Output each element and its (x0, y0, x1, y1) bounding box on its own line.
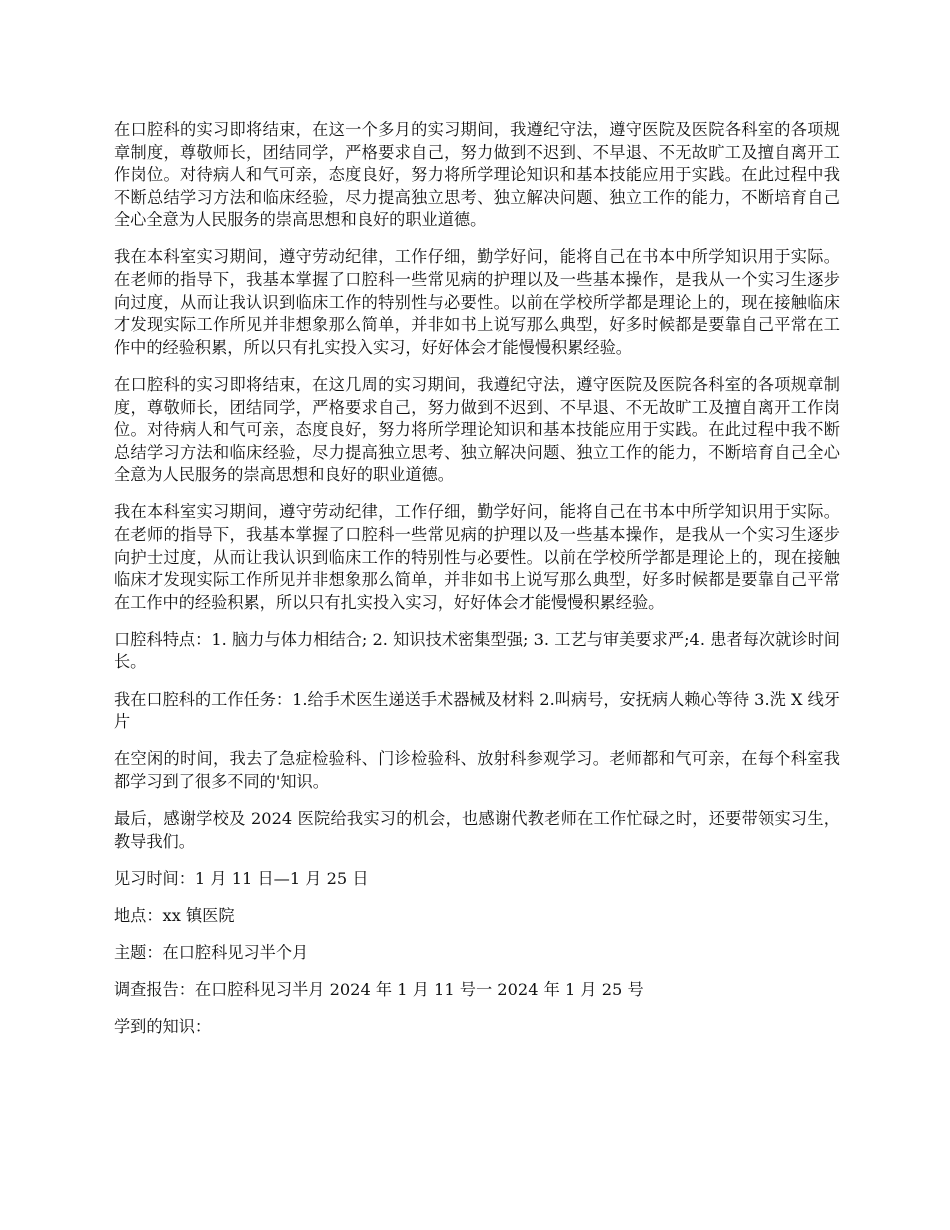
paragraph-department-practice-1: 我在本科室实习期间，遵守劳动纪律，工作仔细，勤学好问，能将自己在书本中所学知识用于实际。在老师的指导下，我基本掌握了口腔科一些常见病的护理以及一些基本操作，是我从一个实习生逐步向过度，从而让我认识到临床工作的特别性与必要性。以前在学校所学都是理论上的，现在接触临床才发现实际工作所见并非想象那么简单，并非如书上说写那么典型，好多时候都是要靠自己平常在工作中的经验积累，所以只有扎实投入实习，好好体会才能慢慢积累经验。 (114, 247, 840, 357)
paragraph-work-tasks: 我在口腔科的工作任务：1.给手术医生递送手术器械及材料 2.叫病号，安抚病人赖心等待 3.洗 X 线牙片 (114, 689, 840, 732)
paragraph-internship-summary-2: 在口腔科的实习即将结束，在这几周的实习期间，我遵纪守法，遵守医院及医院各科室的各项规章制度，尊敬师长，团结同学，严格要求自己，努力做到不迟到、不早退、不无故旷工及擅自离开工作岗位。对待病人和气可亲，态度良好，努力将所学理论知识和基本技能应用于实践。在此过程中我不断总结学习方法和临床经验，尽力提高独立思考、独立解决问题、独立工作的能力，不断培育自己全心全意为人民服务的崇高思想和良好的职业道德。 (114, 374, 840, 485)
paragraph-internship-summary-1: 在口腔科的实习即将结束，在这一个多月的实习期间，我遵纪守法，遵守医院及医院各科室的各项规章制度，尊敬师长，团结同学，严格要求自己，努力做到不迟到、不早退、不无故旷工及擅自离开工作岗位。对待病人和气可亲，态度良好，努力将所学理论知识和基本技能应用于实践。在此过程中我不断总结学习方法和临床经验，尽力提高独立思考、独立解决问题、独立工作的能力，不断培育自己全心全意为人民服务的崇高思想和良好的职业道德。 (114, 120, 840, 230)
paragraph-theme: 主题：在口腔科见习半个月 (114, 943, 309, 962)
paragraph-survey-report: 调查报告：在口腔科见习半月 2024 年 1 月 11 号一 2024 年 1 月 25 号 (114, 980, 644, 1000)
paragraph-knowledge-learned: 学到的知识： (114, 1017, 212, 1037)
paragraph-thanks: 最后，感谢学校及 2024 医院给我实习的机会，也感谢代教老师在工作忙碌之时，还要带领实习生，教导我们。 (114, 808, 840, 851)
paragraph-observation-period: 见习时间：1 月 11 日—1 月 25 日 (114, 868, 369, 888)
paragraph-stomatology-features: 口腔科特点：1. 脑力与体力相结合; 2. 知识技术密集型强; 3. 工艺与审美要求严;4. 患者每次就诊时间长。 (114, 629, 840, 672)
paragraph-location: 地点：xx 镇医院 (114, 905, 235, 925)
paragraph-department-practice-2: 我在本科室实习期间，遵守劳动纪律，工作仔细，勤学好问，能将自己在书本中所学知识用于实际。在老师的指导下，我基本掌握了口腔科一些常见病的护理以及一些基本操作，是我从一个实习生逐步向护士过度，从而让我认识到临床工作的特别性与必要性。以前在学校所学都是理论上的，现在接触临床才发现实际工作所见并非想象那么简单，并非如书上说写那么典型，好多时候都是要靠自己平常在工作中的经验积累，所以只有扎实投入实习，好好体会才能慢慢积累经验。 (114, 502, 840, 612)
paragraph-free-time-visits: 在空闲的时间，我去了急症检验科、门诊检验科、放射科参观学习。老师都和气可亲，在每个科室我都学习到了很多不同的'知识。 (114, 749, 840, 791)
document-body (114, 119, 840, 1054)
